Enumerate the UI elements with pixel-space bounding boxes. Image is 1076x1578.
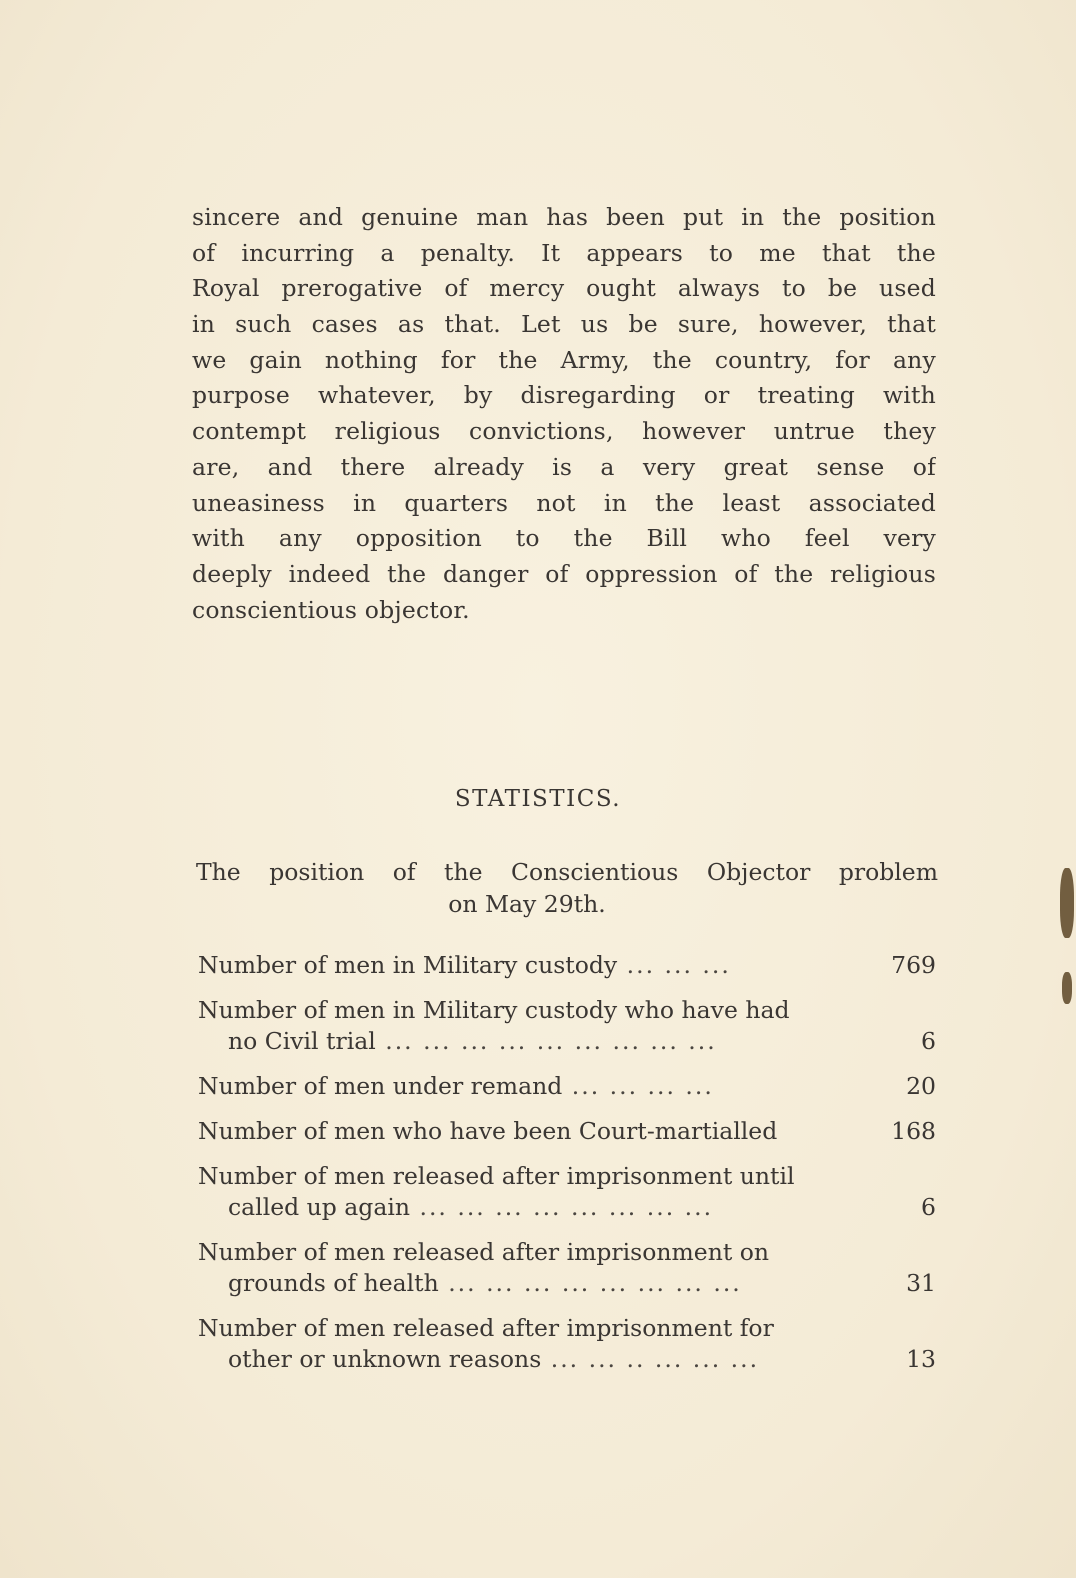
stat-row (198, 1116, 938, 1147)
stat-value: 31 (906, 1269, 936, 1297)
stat-label (198, 995, 866, 1057)
stat-row (198, 1071, 938, 1102)
stat-row (198, 995, 938, 1057)
leader-dots: ... ... ... ... ... ... ... ... (438, 1269, 742, 1297)
stat-label-text: Number of men who have been Court-martialled (198, 1117, 778, 1145)
stat-label-continuation (198, 1344, 866, 1375)
intro-line: The position of the Conscientious Objector problem (196, 858, 938, 886)
prose-line: are, and there already is a very great sense of (192, 452, 936, 481)
stat-label-text: called up again (228, 1193, 410, 1221)
stat-value: 168 (891, 1117, 936, 1145)
statistics-heading: STATISTICS. (454, 786, 622, 812)
stat-label-text: Number of men under remand (198, 1072, 563, 1100)
stat-value: 6 (921, 1193, 936, 1221)
stat-value: 13 (906, 1345, 936, 1373)
stat-row (198, 1237, 938, 1299)
stat-label (198, 1313, 866, 1375)
binding-mark (1062, 972, 1072, 1004)
stat-label-text: Number of men in Military custody who have had (198, 996, 790, 1024)
leader-dots: ... ... ... (617, 951, 731, 979)
stat-label-continuation (198, 1192, 866, 1223)
prose-line: with any opposition to the Bill who feel very (192, 524, 936, 553)
stat-label-text: grounds of health (228, 1269, 439, 1297)
prose-line: in such cases as that. Let us be sure, however, that (192, 310, 936, 339)
stat-value: 769 (891, 951, 936, 979)
stat-label-text: Number of men in Military custody (198, 951, 618, 979)
prose-line: uneasiness in quarters not in the least associated (192, 488, 936, 517)
leader-dots: ... ... ... ... ... ... ... ... (410, 1193, 714, 1221)
stat-label-text: Number of men released after imprisonment on (198, 1238, 770, 1266)
prose-line: purpose whatever, by disregarding or treating with (192, 381, 936, 410)
prose-line: contempt religious convictions, however untrue they (192, 417, 936, 446)
stat-label-continuation (198, 1268, 866, 1299)
stat-label (198, 1237, 866, 1299)
stat-label-text: other or unknown reasons (228, 1345, 542, 1373)
prose-line: Royal prerogative of mercy ought always to be used (192, 274, 936, 303)
body-paragraph (192, 200, 936, 628)
prose-line: deeply indeed the danger of oppression of the religious (192, 559, 936, 588)
statistics-table (198, 950, 938, 1375)
stat-label (198, 1161, 866, 1223)
statistics-intro (196, 856, 938, 920)
leader-dots: ... ... ... ... ... ... ... ... ... (375, 1027, 717, 1055)
stat-label (198, 1116, 866, 1147)
intro-date: on May 29th. (448, 890, 606, 918)
leader-dots: ... ... ... ... (562, 1072, 714, 1100)
leader-dots: ... ... .. ... ... ... (541, 1345, 760, 1373)
prose-line: sincere and genuine man has been put in the position (192, 203, 936, 231)
stat-label-continuation (198, 1026, 866, 1057)
stat-row (198, 1313, 938, 1375)
stat-value: 20 (906, 1072, 936, 1100)
prose-line: of incurring a penalty. It appears to me that the (192, 238, 936, 267)
stat-label-text: no Civil trial (228, 1027, 376, 1055)
prose-line: we gain nothing for the Army, the country, for any (192, 345, 936, 374)
stat-label-text: Number of men released after imprisonment for (198, 1314, 774, 1342)
stat-value: 6 (921, 1027, 936, 1055)
stat-row (198, 950, 938, 981)
stat-label (198, 950, 866, 981)
prose-line: conscientious objector. (192, 595, 470, 624)
stat-label-text: Number of men released after imprisonment until (198, 1162, 795, 1190)
stat-row (198, 1161, 938, 1223)
binding-mark (1060, 868, 1074, 938)
stat-label (198, 1071, 866, 1102)
